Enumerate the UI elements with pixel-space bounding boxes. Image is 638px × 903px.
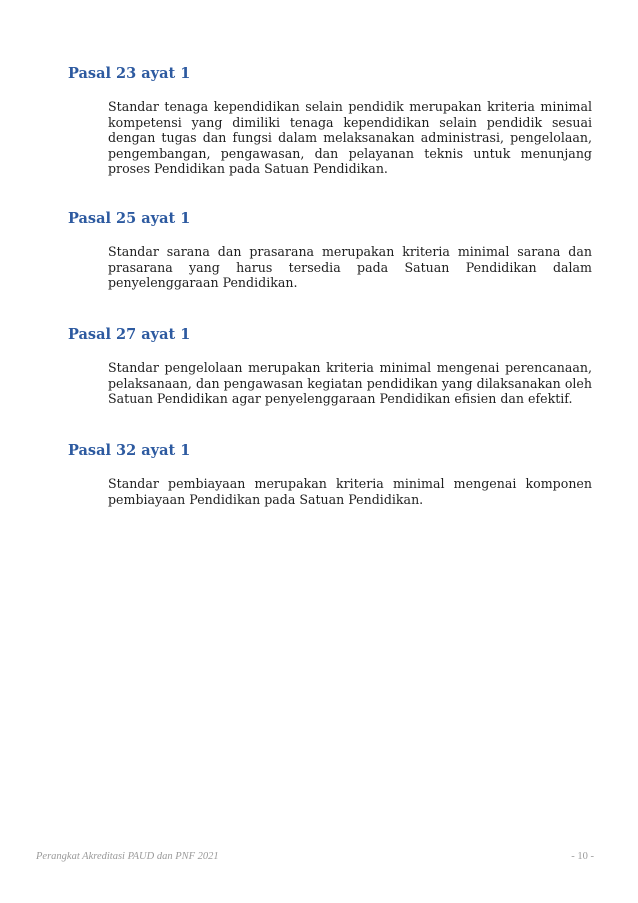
section-paragraph: Standar pengelolaan merupakan kriteria minimal mengenai perencanaan, pelaksanaan, dan pengawasan kegiatan pendidikan yang dilaksanakan oleh Satuan Pendidikan agar penyelenggaraan Pendidikan efisien dan efektif. (108, 360, 592, 407)
section-paragraph: Standar sarana dan prasarana merupakan kriteria minimal sarana dan prasarana yang harus tersedia pada Satuan Pendidikan dalam penyelenggaraan Pendidikan. (108, 244, 592, 291)
section-paragraph: Standar tenaga kependidikan selain pendidik merupakan kriteria minimal kompetensi yang dimiliki tenaga kependidikan selain pendidik sesuai dengan tugas dan fungsi dalam melaksanakan administrasi, pengelolaan, pengembangan, pengawasan, dan pelayanan teknis untuk menunjang proses Pendidikan pada Satuan Pendidikan. (108, 99, 592, 177)
section-heading: Pasal 25 ayat 1 (68, 210, 191, 227)
footer-document-title: Perangkat Akreditasi PAUD dan PNF 2021 (36, 851, 219, 862)
section-heading: Pasal 32 ayat 1 (68, 442, 191, 459)
section-paragraph: Standar pembiayaan merupakan kriteria minimal mengenai komponen pembiayaan Pendidikan pada Satuan Pendidikan. (108, 476, 592, 507)
section-heading: Pasal 27 ayat 1 (68, 326, 191, 343)
section-heading: Pasal 23 ayat 1 (68, 65, 191, 82)
footer-page-number: - 10 - (571, 851, 594, 862)
